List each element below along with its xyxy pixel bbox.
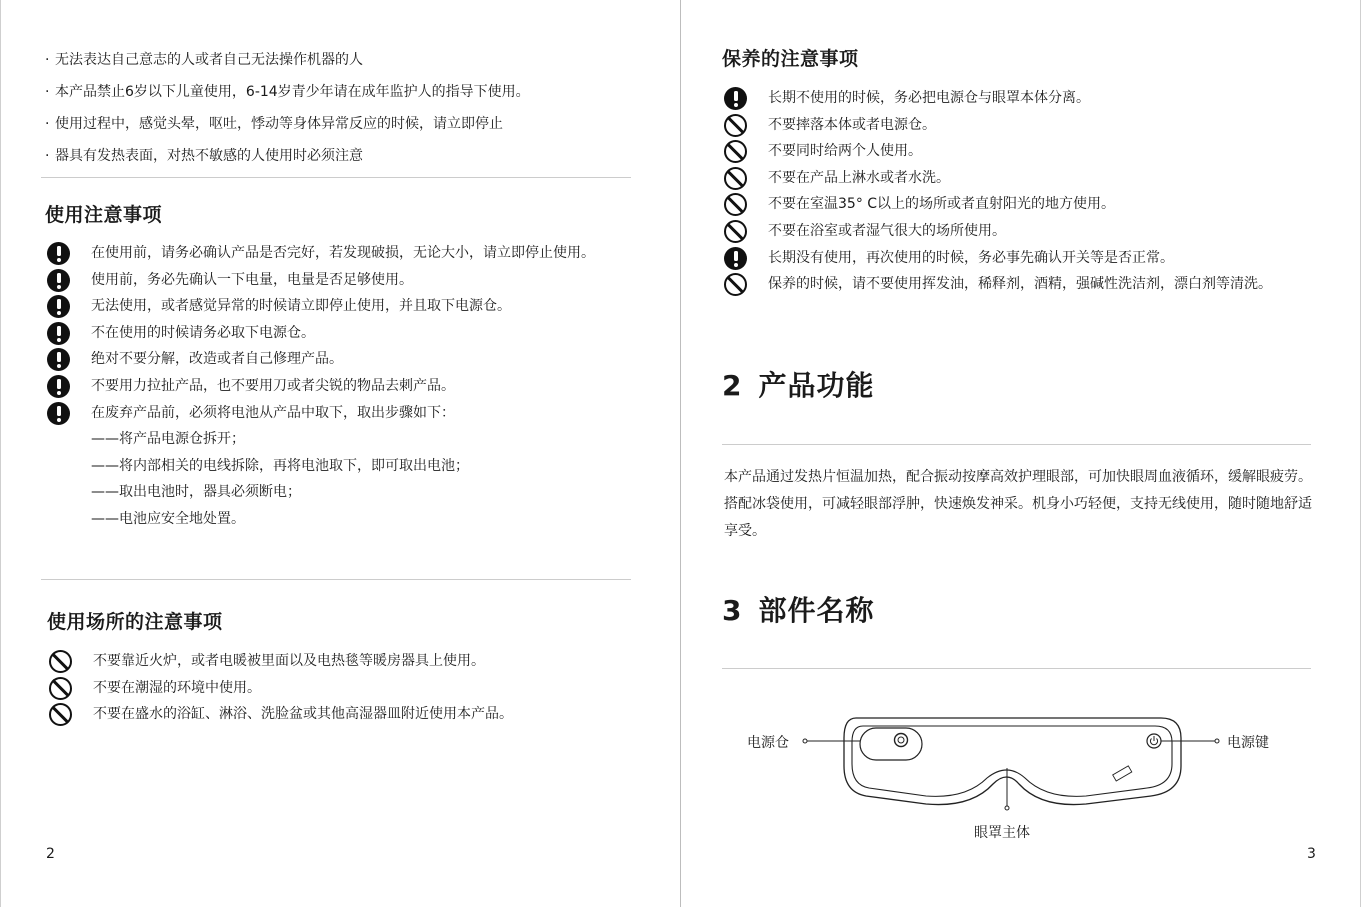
- right-page: [681, 0, 1361, 907]
- list-item: 不要在潮湿的环境中使用。: [49, 675, 639, 702]
- exclamation-icon: [724, 87, 747, 110]
- list-item: 不要在浴室或者湿气很大的场所使用。: [724, 218, 1314, 245]
- list-item: 不要在室温35° C以上的场所或者直射阳光的地方使用。: [724, 191, 1314, 218]
- parts-heading: [722, 589, 875, 629]
- maintenance-section-title: 保养的注意事项: [722, 48, 859, 70]
- exclamation-icon: [47, 402, 70, 425]
- exclamation-icon: [47, 269, 70, 292]
- label-power-key: 电源键: [1227, 735, 1269, 751]
- bullet-item: · 本产品禁止6岁以下儿童使用，6-14岁青少年请在成年监护人的指导下使用。: [45, 84, 530, 100]
- list-item: 不在使用的时候请务必取下电源仓。: [47, 320, 637, 347]
- exclamation-icon: [47, 322, 70, 345]
- maintenance-notes-list: [724, 85, 1314, 298]
- disposal-step: ——将内部相关的电线拆除，再将电池取下，即可取出电池；: [91, 457, 469, 474]
- top-bullet-list: [45, 44, 530, 172]
- exclamation-icon: [47, 295, 70, 318]
- label-power-compartment: 电源仓: [747, 735, 789, 751]
- list-item: 使用前，务必先确认一下电量，电量是否足够使用。: [47, 267, 637, 294]
- section-number: 3: [722, 594, 743, 627]
- disposal-step: ——取出电池时，器具必须断电；: [91, 484, 301, 501]
- exclamation-icon: [47, 348, 70, 371]
- features-heading: [722, 364, 875, 404]
- disposal-step: ——电池应安全地处置。: [91, 510, 245, 527]
- prohibited-icon: [724, 167, 747, 190]
- prohibited-icon: [49, 677, 72, 700]
- list-item: 不要在盛水的浴缸、淋浴、洗脸盆或其他高湿器皿附近使用本产品。: [49, 701, 639, 728]
- prohibited-icon: [724, 193, 747, 216]
- list-item: 长期没有使用，再次使用的时候，务必事先确认开关等是否正常。: [724, 245, 1314, 272]
- list-item: 保养的时候，请不要使用挥发油，稀释剂，酒精，强碱性洗洁剂，漂白剂等清洗。: [724, 271, 1314, 298]
- left-page: [0, 0, 680, 907]
- prohibited-icon: [724, 114, 747, 137]
- list-item: 不要摔落本体或者电源仓。: [724, 112, 1314, 139]
- list-item: 绝对不要分解，改造或者自己修理产品。: [47, 346, 637, 373]
- list-item: 在使用前，请务必确认产品是否完好，若发现破损，无论大小，请立即停止使用。: [47, 240, 637, 267]
- page-number: 3: [1307, 846, 1316, 862]
- divider: [722, 444, 1311, 445]
- prohibited-icon: [724, 140, 747, 163]
- prohibited-icon: [49, 650, 72, 673]
- bullet-item: · 器具有发热表面，对热不敏感的人使用时必须注意: [45, 148, 363, 164]
- prohibited-icon: [724, 273, 747, 296]
- exclamation-icon: [47, 242, 70, 265]
- bullet-item: · 无法表达自己意志的人或者自己无法操作机器的人: [45, 52, 363, 68]
- features-paragraph: 本产品通过发热片恒温加热，配合振动按摩高效护理眼部，可加快眼周血液循环，缓解眼疲劳。搭配冰袋使用，可减轻眼部浮肿，快速焕发神采。机身小巧轻便，支持无线使用，随时随地舒适享受。: [724, 469, 1312, 539]
- usage-notes-list: [47, 240, 637, 533]
- section-title: 产品功能: [758, 369, 875, 402]
- prohibited-icon: [49, 703, 72, 726]
- divider: [41, 579, 631, 580]
- place-section-title: 使用场所的注意事项: [47, 611, 223, 633]
- divider: [722, 668, 1311, 669]
- section-number: 2: [722, 369, 743, 402]
- list-item: 不要同时给两个人使用。: [724, 138, 1314, 165]
- usage-section-title: 使用注意事项: [45, 204, 163, 226]
- list-item: 不要靠近火炉，或者电暖被里面以及电热毯等暖房器具上使用。: [49, 648, 639, 675]
- section-title: 部件名称: [758, 594, 875, 627]
- place-notes-list: [49, 648, 639, 728]
- exclamation-icon: [47, 375, 70, 398]
- prohibited-icon: [724, 220, 747, 243]
- exclamation-icon: [724, 247, 747, 270]
- parts-diagram: [681, 700, 1269, 850]
- page-number: 2: [46, 846, 55, 862]
- list-item: 无法使用，或者感觉异常的时候请立即停止使用，并且取下电源仓。: [47, 293, 637, 320]
- list-item: 在废弃产品前，必须将电池从产品中取下，取出步骤如下：: [47, 400, 637, 427]
- disposal-step: ——将产品电源仓拆开；: [91, 431, 245, 448]
- list-item: 长期不使用的时候，务必把电源仓与眼罩本体分离。: [724, 85, 1314, 112]
- bullet-item: · 使用过程中，感觉头晕，呕吐，悸动等身体异常反应的时候，请立即停止: [45, 116, 503, 132]
- label-main-body: 眼罩主体: [974, 825, 1030, 841]
- list-item: 不要在产品上淋水或者水洗。: [724, 165, 1314, 192]
- divider: [41, 177, 631, 178]
- list-item: 不要用力拉扯产品，也不要用刀或者尖锐的物品去刺产品。: [47, 373, 637, 400]
